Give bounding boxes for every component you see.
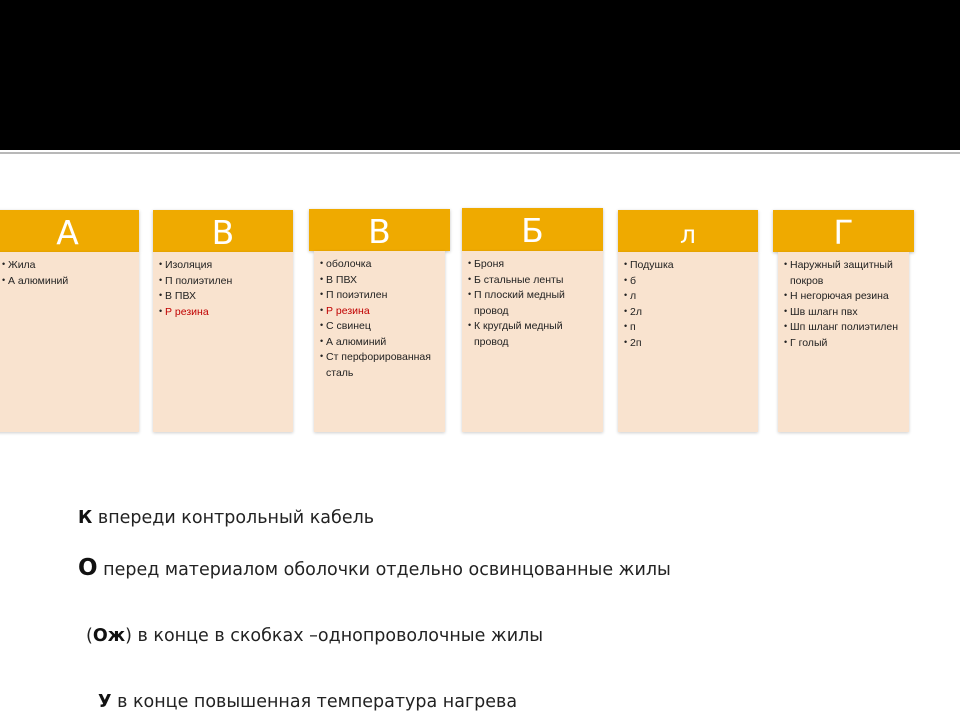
card-list [159,258,287,320]
list-item: • л [624,289,752,305]
card-list [624,258,752,351]
card-body [462,251,603,432]
card-body [153,252,293,432]
card-title: А [56,213,79,252]
note-letter: Ож [92,626,126,646]
note-lead-cores [78,555,671,581]
card-outer-cover [773,210,914,432]
note-letter: О [78,555,98,581]
list-item: • Наружный защитный покров [784,258,903,289]
note-high-temperature [98,692,517,712]
card-list [468,257,597,350]
title-band-divider [0,152,960,154]
card-body [0,252,139,432]
note-control-cable [78,508,374,528]
list-item: • Шв шлагн пвх [784,305,903,321]
card-list [784,258,903,351]
list-item: • Б стальные ленты [468,273,597,289]
card-body [778,252,909,432]
list-item: • К кругдый медный провод [468,319,597,350]
card-header [618,210,758,252]
card-core [0,210,139,432]
card-list [2,258,133,289]
list-item: • 2п [624,336,752,352]
list-item: • Изоляция [159,258,287,274]
card-header [153,210,293,252]
list-item: • С свинец [320,319,439,335]
card-header [309,209,450,251]
list-item: • 2л [624,305,752,321]
list-item: • Н негорючая резина [784,289,903,305]
list-item: • Шп шланг полиэтилен [784,320,903,336]
note-letter: К [78,508,93,528]
card-title: л [680,220,696,249]
list-item: • Р резина [320,304,439,320]
list-item: • А алюминий [2,274,133,290]
list-item: • б [624,274,752,290]
note-text: в конце повышенная температура нагрева [111,692,518,712]
list-item: • В ПВХ [159,289,287,305]
card-header [462,208,603,251]
note-paren: ( [86,626,93,646]
list-item: • оболочка [320,257,439,273]
card-title: Г [833,213,854,252]
list-item: • В ПВХ [320,273,439,289]
card-insulation [153,210,293,432]
card-header [773,210,914,252]
list-item: • Г голый [784,336,903,352]
card-list [320,257,439,381]
note-text: перед материалом оболочки отдельно освинцованные жилы [97,560,671,580]
list-item: • П плоский медный провод [468,288,597,319]
card-body [618,252,758,432]
list-item: • Броня [468,257,597,273]
card-title: Б [521,211,544,250]
list-item: • Подушка [624,258,752,274]
card-armor [462,208,603,432]
card-header [0,210,139,252]
note-text: ) в конце в скобках –однопроволочные жилы [125,626,544,646]
title-band [0,0,960,150]
list-item: • П полиэтилен [159,274,287,290]
note-text: впереди контрольный кабель [92,508,375,528]
card-title: В [368,212,391,251]
list-item: • А алюминий [320,335,439,351]
list-item: • Р резина [159,305,287,321]
note-letter: У [98,692,112,712]
list-item: • Жила [2,258,133,274]
list-item: • Ст перфорированная сталь [320,350,439,381]
card-cushion [618,210,758,432]
card-title: В [211,213,235,252]
note-single-wire [86,626,543,646]
card-sheath [309,209,450,432]
list-item: • п [624,320,752,336]
card-body [314,251,445,432]
list-item: • П поиэтилен [320,288,439,304]
